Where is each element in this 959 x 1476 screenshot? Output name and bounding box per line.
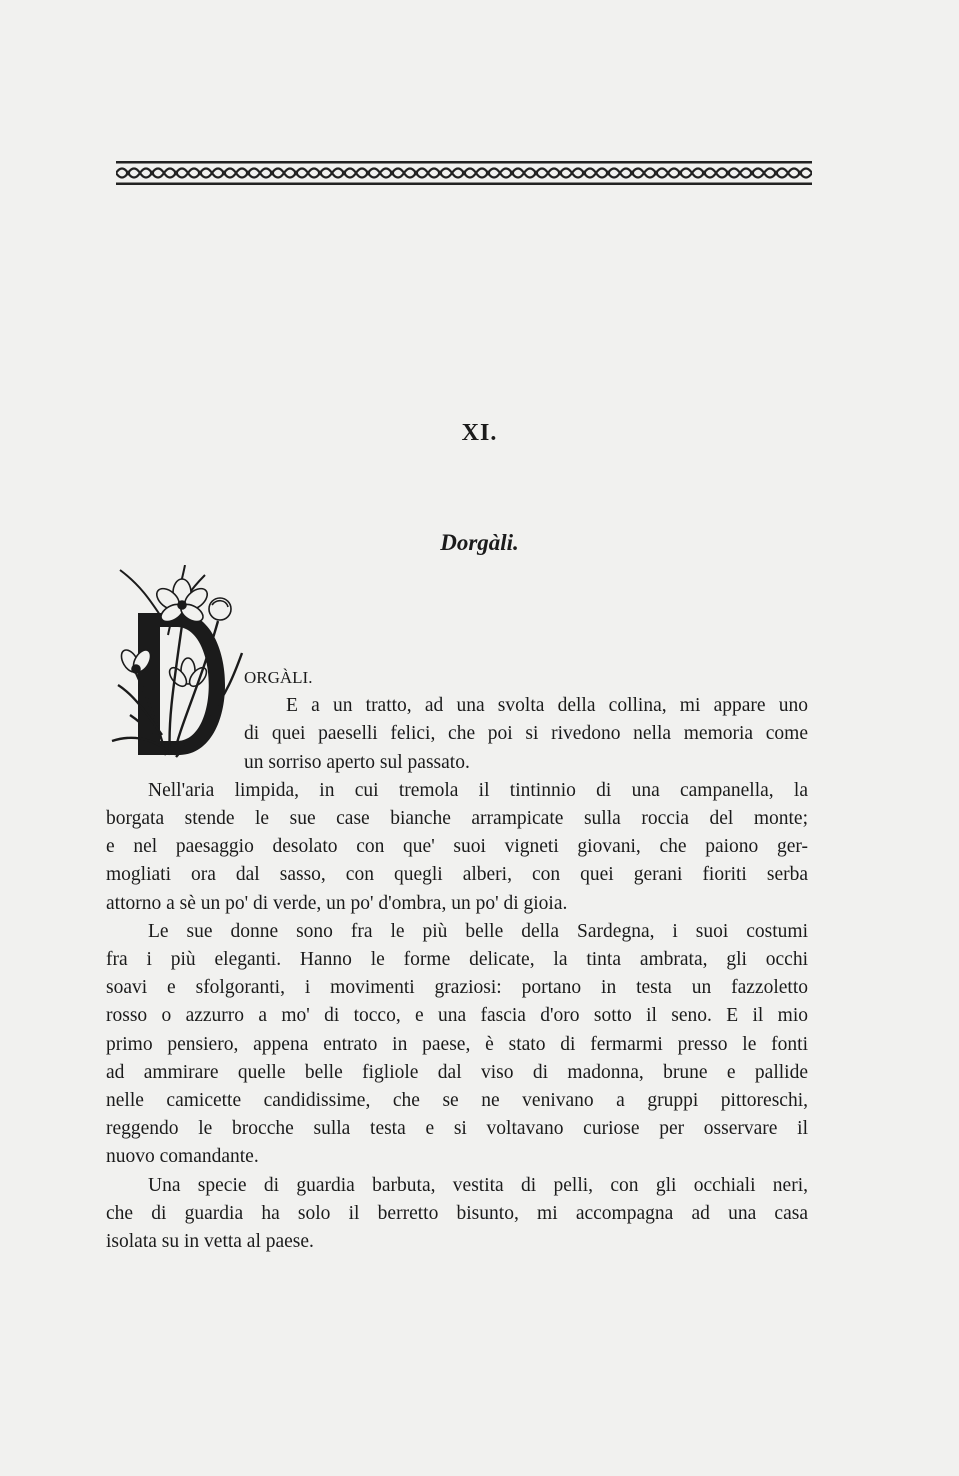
decorative-border-ornament <box>116 158 812 188</box>
text-line: nuovo comandante. <box>106 1146 259 1168</box>
text-line: un sorriso aperto sul passato. <box>244 751 470 773</box>
text-line: borgata stende le sue case bianche arrampicate sulla roccia del monte; <box>106 808 808 829</box>
text-line: mogliati ora dal sasso, con quegli alberi, con quei gerani fioriti serba <box>106 864 808 886</box>
text-line: fra i più eleganti. Hanno le forme delicate, la tinta ambrata, gli occhi <box>106 949 808 970</box>
text-line: primo pensiero, appena entrato in paese, è stato di fermarmi presso le fonti <box>106 1033 808 1055</box>
text-line: Le sue donne sono fra le più belle della Sardegna, i suoi costumi <box>148 920 808 942</box>
text-line: E a un tratto, ad una svolta della collina, mi appare uno <box>286 695 808 717</box>
text-line: ad ammirare quelle belle figliole dal viso di madonna, brune e pallide <box>106 1061 808 1083</box>
text-line: isolata su in vetta al paese. <box>106 1231 314 1252</box>
text-line: rosso o azzurro a mo' di tocco, e una fascia d'oro sotto il seno. E il mio <box>106 1005 808 1027</box>
text-line: Nell'aria limpida, in cui tremola il tintinnio di una campanella, la <box>148 779 808 801</box>
chapter-title: Dorgàli. <box>440 530 519 555</box>
text-line: nelle camicette candidissime, che se ne venivano a gruppi pittoreschi, <box>106 1090 808 1111</box>
text-line: di quei paeselli felici, che poi si rivedono nella memoria come <box>244 723 808 745</box>
text-line: attorno a sè un po' di verde, un po' d'ombra, un po' di gioia. <box>106 892 568 914</box>
floral-initial-D-icon <box>110 565 248 765</box>
chapter-number: XI. <box>461 420 498 446</box>
text-line: Una specie di guardia barbuta, vestita di pelli, con gli occhiali neri, <box>148 1174 808 1196</box>
text-line: soavi e sfolgoranti, i movimenti graziosi: portano in testa un fazzoletto <box>106 977 808 999</box>
text-line: che di guardia ha solo il berretto bisunto, mi accompagna ad una casa <box>106 1202 808 1224</box>
dropcap-opening-word: ORGÀLI. <box>244 668 313 687</box>
text-line: e nel paesaggio desolato con que' suoi vigneti giovani, che paiono ger- <box>106 836 808 858</box>
text-line: reggendo le brocche sulla testa e si voltavano curiose per osservare il <box>106 1118 808 1140</box>
